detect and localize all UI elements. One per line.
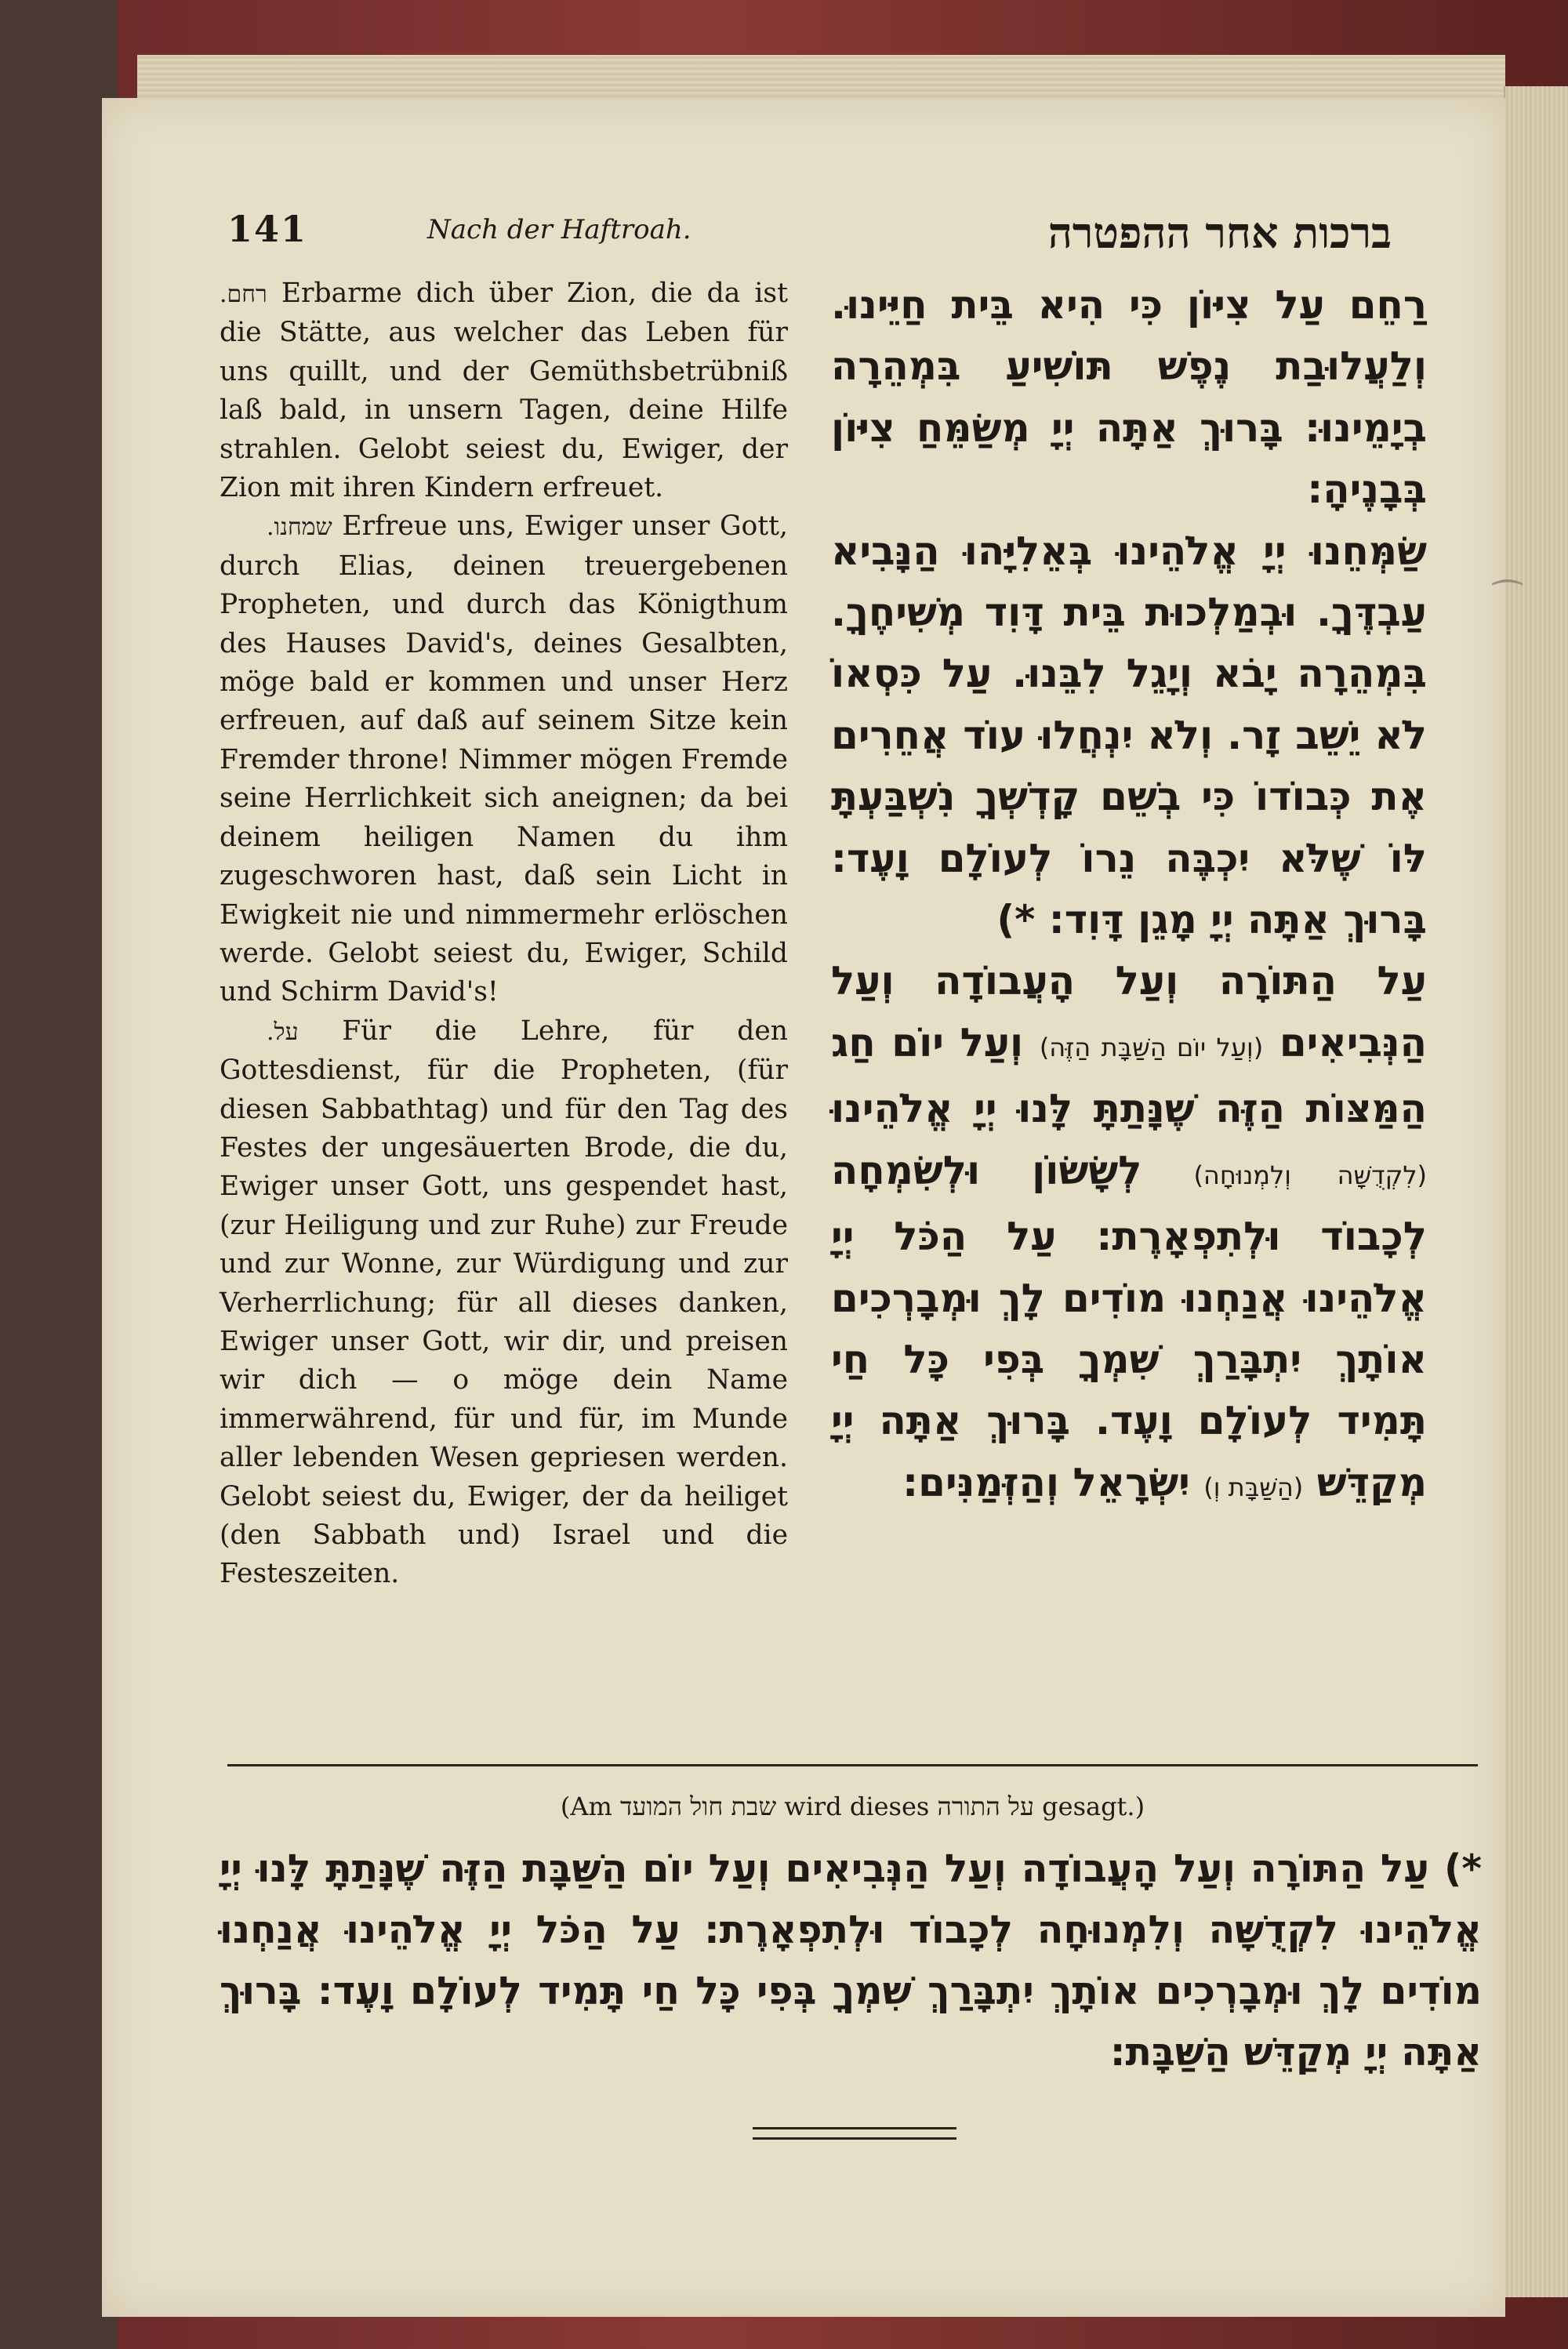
margin-mark: ⁀ [1494, 580, 1522, 620]
footnote-label: (Am שבת חול המועד wird dieses על התורה gesagt.) [560, 1792, 1145, 1821]
page-stack-right [1504, 86, 1568, 2297]
hebrew-paragraph [831, 950, 1427, 1518]
footnote-hebrew: *) עַל הַתּוֹרָה וְעַל הָעֲבוֹדָה וְעַל הַנְּבִיאִים וְעַל יוֹם הַשַּׁבָּת הַזֶּה שֶׁנָּתַתָּ לָּנוּ יְיָ אֱלֹהֵינוּ לִקְדֻשָּׁה וְלִמְנוּחָה לְכָבוֹד וּלְתִפְאָרֶת: עַל הַכֹּל יְיָ אֱלֹהֵינוּ אֲנַחְנוּ מוֹדִים לָךְ וּמְבָרְכִים אוֹתָךְ יִתְבָּרַךְ שִׁמְךָ בְּפִי כָּל חַי תָּמִיד לְעוֹלָם וָעֶד: בָּרוּךְ אַתָּה יְיָ מְקַדֵּשׁ הַשַּׁבָּת: [220, 1846, 1482, 2075]
paragraph-lead-hebrew: רחם. [220, 281, 267, 308]
hebrew-column [831, 274, 1427, 1518]
paragraph-text: Erfreue uns, Ewiger unser Gott, durch Elias, deinen treuergebenen Propheten, und durch das Königthum des Hauses David's, deines Gesalbten, möge bald er kommen und unser Herz erfreuen, auf daß auf seinem Sitze kein Fremder throne! Nimmer mögen Fremde seine Herrlichkeit sich aneignen; da bei deinem heiligen Namen du ihm zugeschworen hast, daß sein Licht in Ewigkeit nie und nimmermehr erlöschen werde. Gelobt seiest du, Ewiger, Schild und Schirm David's! [220, 510, 788, 1008]
paragraph-lead-hebrew: על. [267, 1018, 299, 1046]
running-head [102, 208, 1505, 263]
hebrew-paragraph: שַׂמְּחֵנוּ יְיָ אֱלֹהֵינוּ בְּאֵלִיָּהוּ הַנָּבִיא עַבְדֶּךָ. וּבְמַלְכוּת בֵּית דָּוִד מְשִׁיחֶךָ. בִּמְהֵרָה יָבֹא וְיָגֵל לִבֵּנוּ. עַל כִּסְאוֹ לֹא יֵשֵׁב זָר. וְלֹא יִנְחֲלוּ עוֹד אֲחֵרִים אֶת כְּבוֹדוֹ כִּי בְשֵׁם קָדְשְׁךָ נִשְׁבַּעְתָּ לּוֹ שֶׁלֹּא יִכְבֶּה נֵרוֹ לְעוֹלָם וָעֶד: בָּרוּךְ אַתָּה יְיָ מָגֵן דָּוִד: *) [831, 528, 1427, 943]
german-column [220, 274, 788, 1594]
end-rule-double [753, 2127, 956, 2140]
german-paragraph [220, 1012, 788, 1594]
paragraph-text: Für die Lehre, für den Gottesdienst, für die Propheten, (für diesen Sabbathtag) und für den Tag des Festes der ungesäuerten Brode, die du, Ewiger unser Gott, uns gespendet hast, (zur Heiligung und zur Ruhe) zur Freude und zur Wonne, zur Würdigung und zur Verherrlichung; für all dieses danken, Ewiger unser Gott, wir dir, und preisen wir dich — o möge dein Name immerwährend, für und für, im Munde aller lebenden Wesen gepriesen werden. Gelobt seiest du, Ewiger, der da heiliget (den Sabbath und) Israel und die Festeszeiten. [220, 1015, 788, 1590]
hebrew-text: וְעַל יוֹם חַג הַמַּצּוֹת הַזֶּה שֶׁנָּתַתָּ לָּנוּ יְיָ אֱלֹהֵינוּ [831, 1019, 1427, 1132]
german-paragraph [220, 274, 788, 507]
hebrew-paragraph: רַחֵם עַל צִיּוֹן כִּי הִיא בֵּית חַיֵּינוּ. וְלַעֲלוּבַת נֶפֶשׁ תּוֹשִׁיעַ בִּמְהֵרָה בְיָמֵינוּ: בָּרוּךְ אַתָּה יְיָ מְשַׂמֵּחַ צִיּוֹן בְּבָנֶיהָ: [831, 282, 1427, 513]
hebrew-text: עַל הַתּוֹרָה וְעַל הָעֲבוֹדָה וְעַל הַנְּבִיאִים [831, 958, 1427, 1066]
hebrew-parenthetical: (וְעַל יוֹם הַשַּׁבָּת הַזֶּה) [1039, 1032, 1264, 1062]
book-page [102, 98, 1505, 2317]
hebrew-parenthetical: (הַשַּׁבָּת וְ) [1203, 1472, 1304, 1502]
hebrew-text: לְשָׂשׂוֹן וּלְשִׂמְחָה לְכָבוֹד וּלְתִפְאָרֶת: עַל הַכֹּל יְיָ אֱלֹהֵינוּ אֲנַחְנוּ מוֹדִים לָךְ וּמְבָרְכִים אוֹתָךְ יִתְבָּרַךְ שִׁמְךָ בְּפִי כָּל חַי תָּמִיד לְעוֹלָם וָעֶד. בָּרוּךְ אַתָּה יְיָ מְקַדֵּשׁ [831, 1147, 1427, 1505]
hebrew-text: יִשְׂרָאֵל וְהַזְּמַנִּים: [902, 1459, 1190, 1505]
german-paragraph [220, 507, 788, 1011]
paragraph-text: Erbarme dich über Zion, die da ist die Stätte, aus welcher das Leben für uns quillt, und der Gemüthsbetrübniß laß bald, in unsern Tagen, deine Hilfe strahlen. Gelobt seiest du, Ewiger, der Zion mit ihren Kindern erfreuet. [220, 278, 789, 504]
hebrew-parenthetical: (לִקְדֻשָּׁה וְלִמְנוּחָה) [1193, 1160, 1427, 1190]
page-number: 141 [227, 208, 308, 250]
footnote-rule [227, 1764, 1478, 1766]
paragraph-lead-hebrew: שמחנו. [267, 514, 332, 542]
running-title-german: Nach der Haftroah. [427, 214, 691, 245]
running-title-hebrew: ברכות אחר ההפטרה [1047, 208, 1392, 258]
